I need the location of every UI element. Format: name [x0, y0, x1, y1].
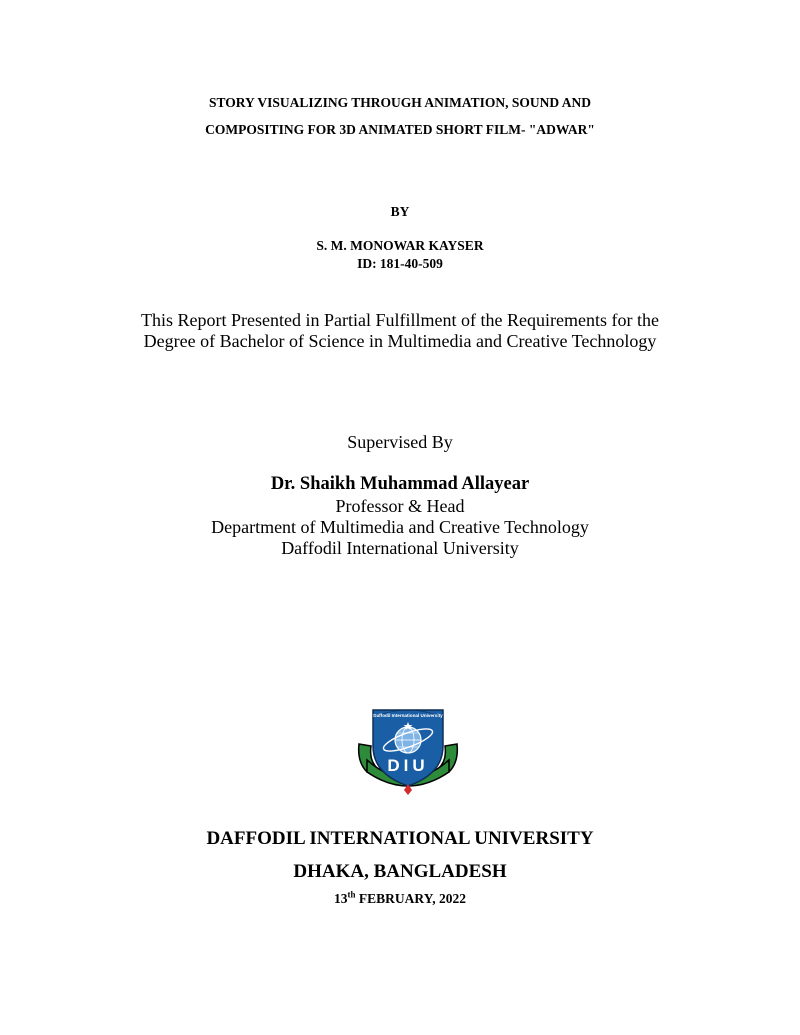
- logo-letters: DIU: [387, 756, 429, 775]
- date-day: 13: [334, 891, 348, 906]
- supervisor-position: Professor & Head: [335, 496, 465, 516]
- diu-logo: [353, 700, 463, 796]
- logo-arc-text: Daffodil International University: [373, 713, 443, 718]
- purpose-line-2: Degree of Bachelor of Science in Multimedia and Creative Technology: [143, 331, 657, 351]
- footer-university: DAFFODIL INTERNATIONAL UNIVERSITY: [206, 828, 594, 849]
- footer-date: [0, 891, 800, 907]
- supervised-by-label: Supervised By: [347, 432, 453, 452]
- student-id: ID: 181-40-509: [357, 256, 443, 271]
- date-suffix: th: [347, 889, 356, 900]
- report-title-line-2: COMPOSITING FOR 3D ANIMATED SHORT FILM- "ADWAR": [205, 122, 595, 137]
- footer-location: DHAKA, BANGLADESH: [293, 861, 507, 882]
- by-label: BY: [390, 204, 410, 219]
- supervisor-university: Daffodil International University: [281, 538, 519, 558]
- report-title-line-1: STORY VISUALIZING THROUGH ANIMATION, SOUND AND: [208, 95, 592, 110]
- date-rest: FEBRUARY, 2022: [355, 891, 466, 906]
- supervisor-name: Dr. Shaikh Muhammad Allayear: [270, 474, 530, 494]
- purpose-line-1: This Report Presented in Partial Fulfillment of the Requirements for the: [141, 310, 659, 330]
- author-name: S. M. MONOWAR KAYSER: [316, 238, 484, 253]
- supervisor-department: Department of Multimedia and Creative Technology: [211, 517, 589, 537]
